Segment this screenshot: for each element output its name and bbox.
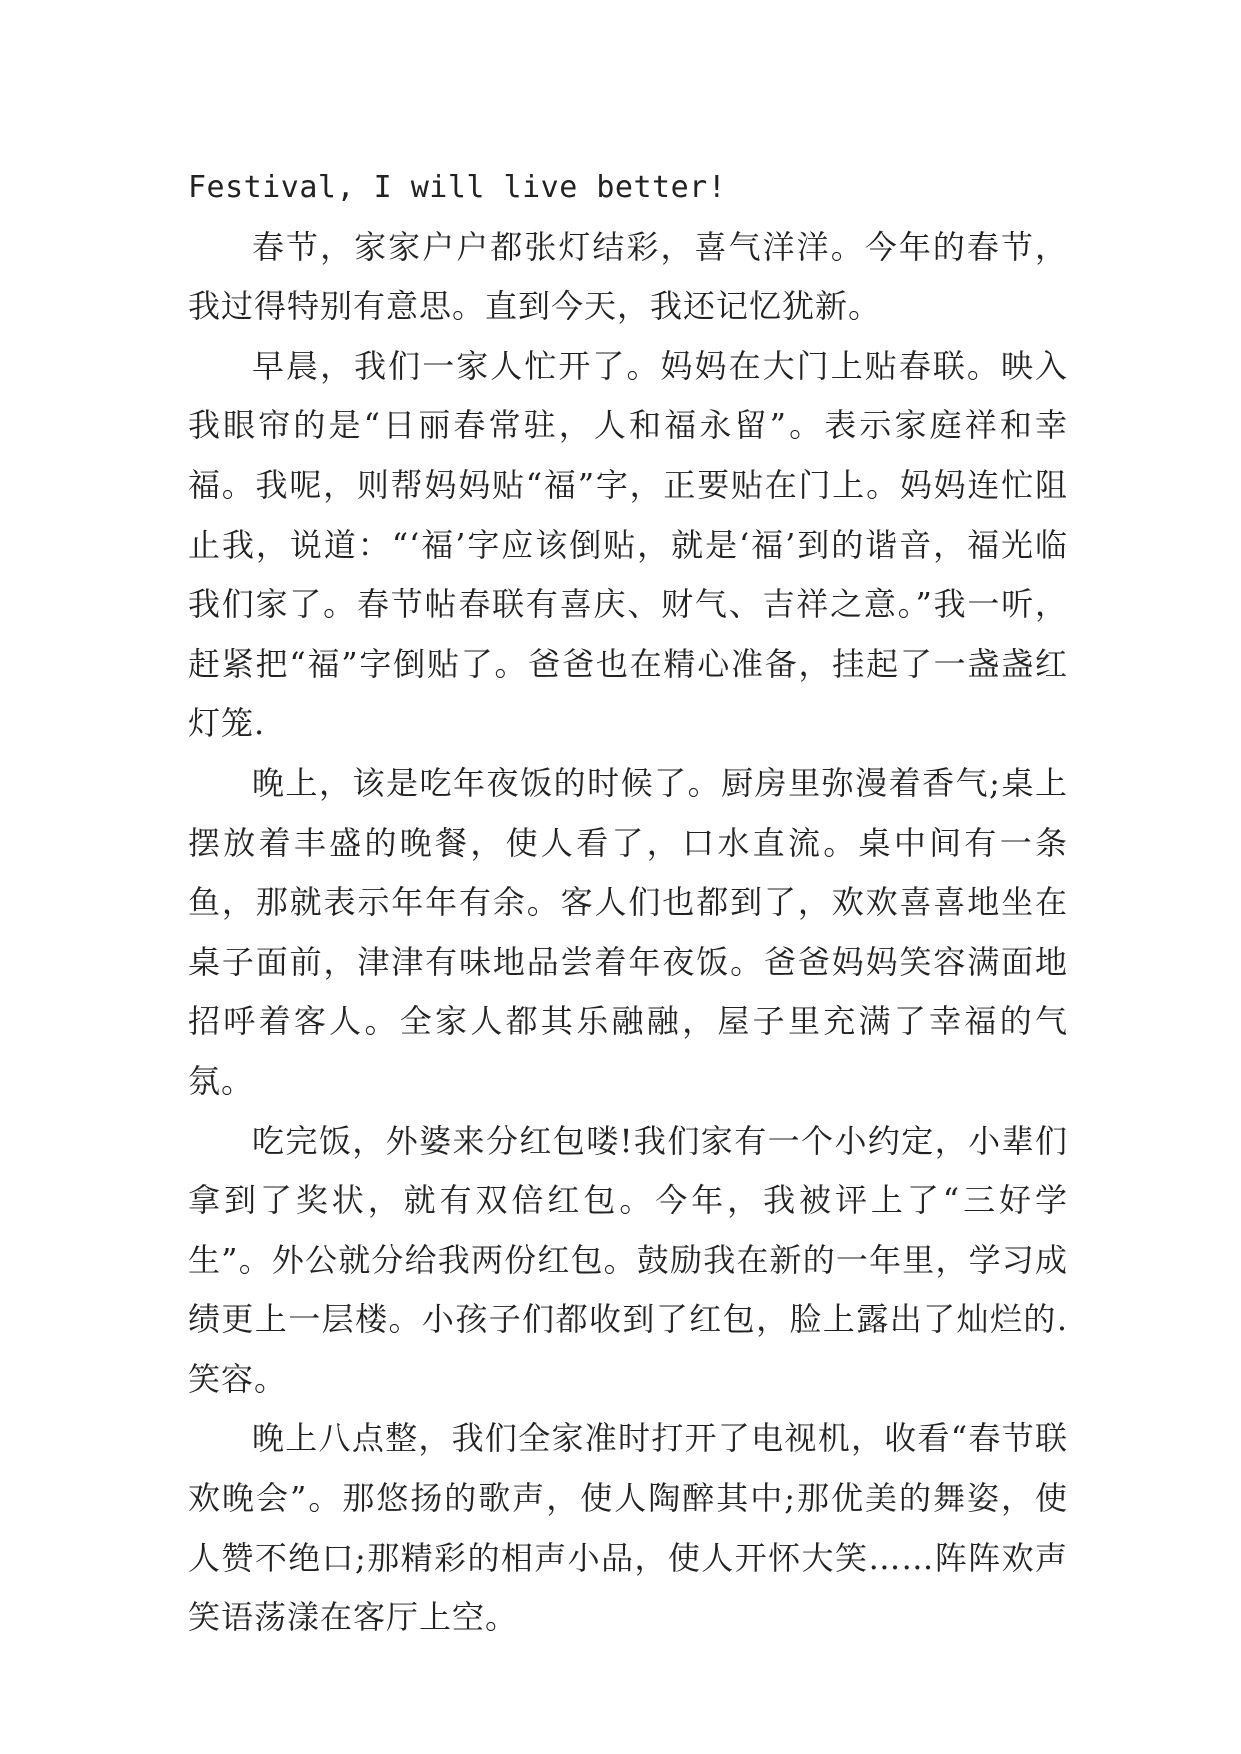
paragraph-morning: 早晨，我们一家人忙开了。妈妈在大门上贴春联。映入我眼帘的是“日丽春常驻，人和福永留”。表示家庭祥和幸福。我呢，则帮妈妈贴“福”字，正要贴在门上。妈妈连忙阻止我，说道：“‘福’字应该倒贴，就是‘福’到的谐音，福光临我们家了。春节帖春联有喜庆、财气、吉祥之意。”我一听，赶紧把“福”字倒贴了。爸爸也在精心准备，挂起了一盏盏红灯笼. (188, 346, 1068, 743)
paragraph-intro: 春节，家家户户都张灯结彩，喜气洋洋。今年的春节，我过得特别有意思。直到今天，我还记忆犹新。 (188, 227, 1068, 326)
body-text (188, 158, 1068, 1648)
paragraph-gala: 晚上八点整，我们全家准时打开了电视机，收看“春节联欢晚会”。那悠扬的歌声，使人陶醉其中;那优美的舞姿，使人赞不绝口;那精彩的相声小品，使人开怀大笑……阵阵欢声笑语荡漾在客厅上空。 (188, 1419, 1068, 1637)
paragraph-red-envelopes: 吃完饭，外婆来分红包喽!我们家有一个小约定，小辈们拿到了奖状，就有双倍红包。今年，我被评上了“三好学生”。外公就分给我两份红包。鼓励我在新的一年里，学习成绩更上一层楼。小孩子们都收到了红包，脸上露出了灿烂的.笑容。 (188, 1121, 1068, 1398)
paragraph-dinner: 晚上，该是吃年夜饭的时候了。厨房里弥漫着香气;桌上摆放着丰盛的晚餐，使人看了，口水直流。桌中间有一条鱼，那就表示年年有余。客人们也都到了，欢欢喜喜地坐在桌子面前，津津有味地品尝着年夜饭。爸爸妈妈笑容满面地招呼着客人。全家人都其乐融融，屋子里充满了幸福的气氛。 (188, 763, 1068, 1100)
paragraph-continuation: Festival, I will live better! (188, 170, 727, 205)
